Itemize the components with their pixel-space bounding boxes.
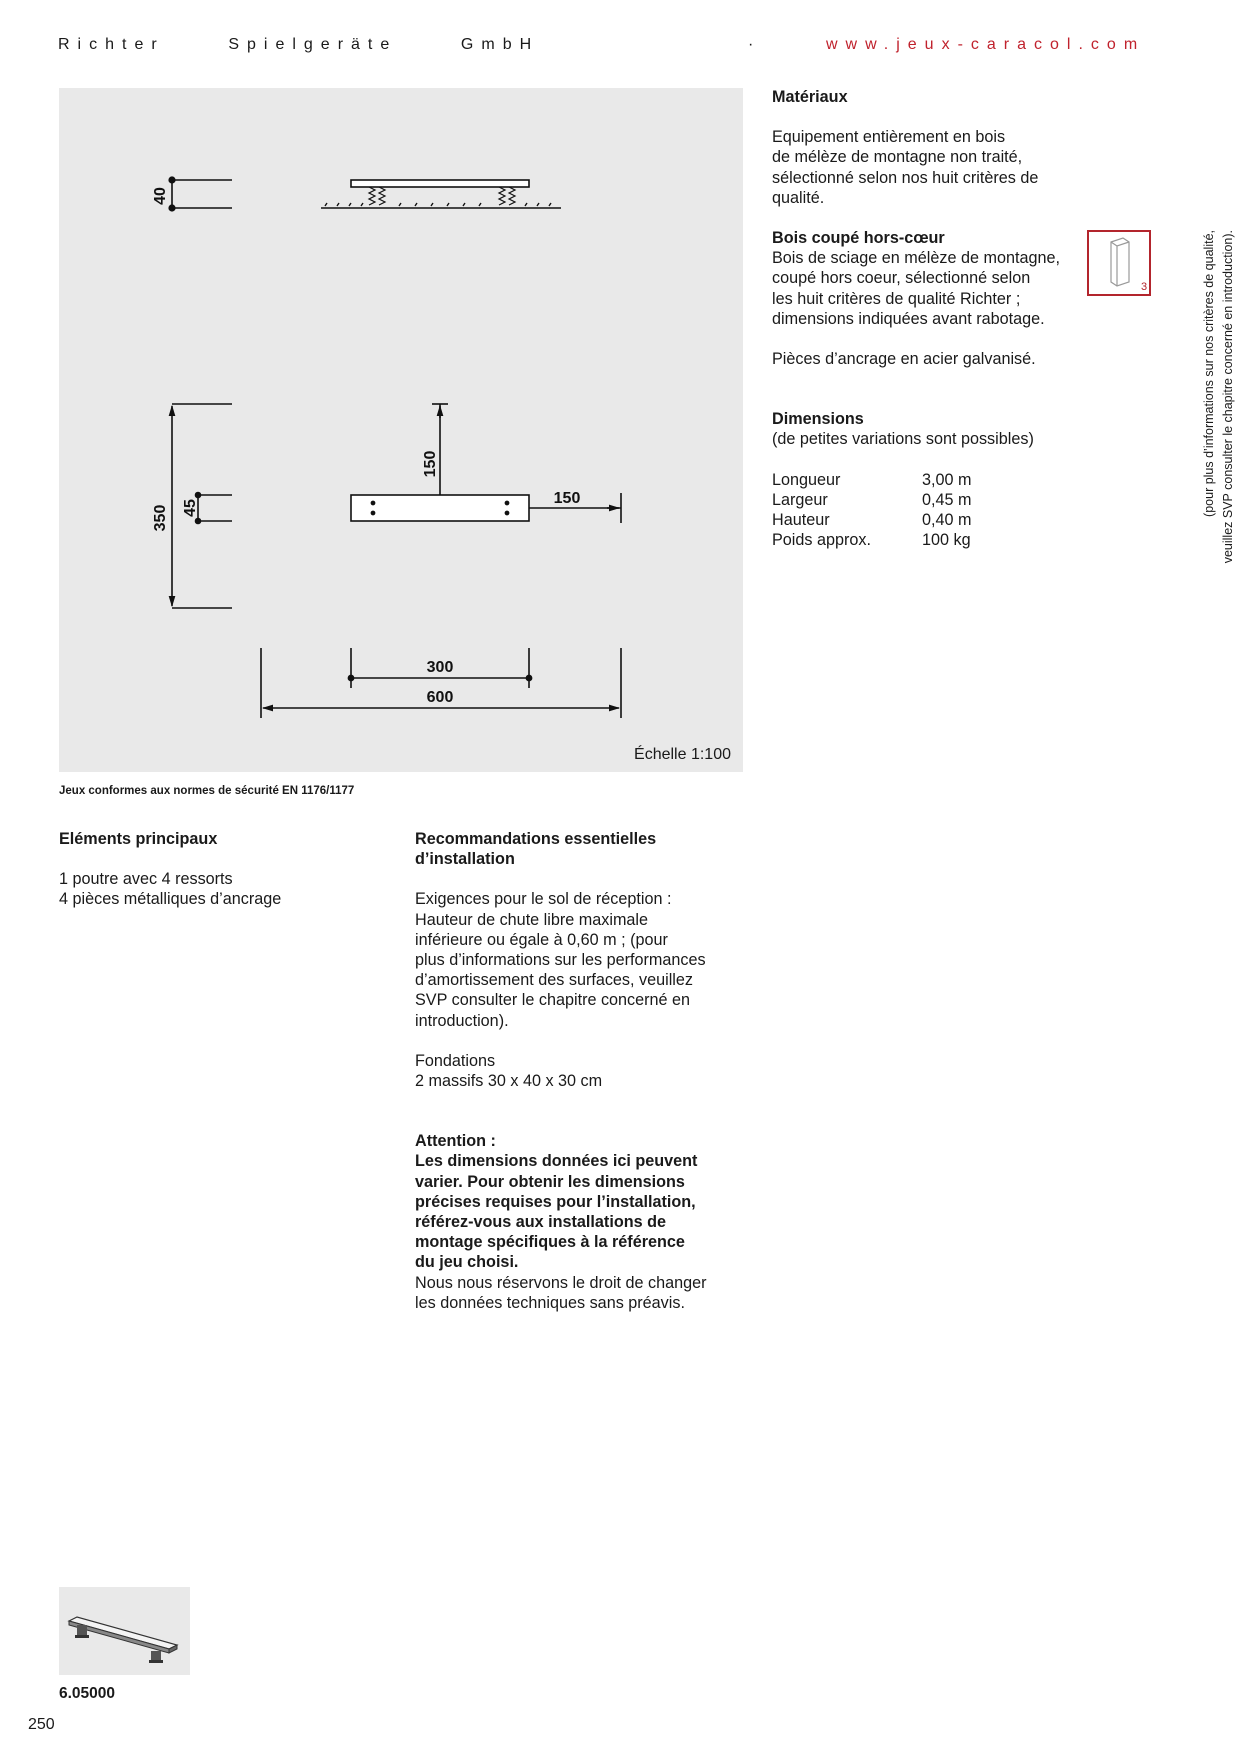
page-number: 250 — [28, 1716, 55, 1733]
dim-300: 300 — [426, 659, 454, 676]
dim-150-horizontal: 150 — [553, 490, 581, 507]
attention-line: montage spécifiques à la référence — [415, 1233, 685, 1252]
table-row — [772, 490, 972, 510]
soil-line: Hauteur de chute libre maximale — [415, 910, 649, 929]
installation-section — [415, 829, 745, 1313]
table-row — [772, 470, 972, 490]
dimensions-title: Dimensions — [772, 410, 864, 429]
side-note-line-1: (pour plus d’informations sur nos critères de qualité, — [1202, 230, 1216, 517]
attention-line: précises requises pour l’installation, — [415, 1192, 696, 1211]
dimension-value: 100 kg — [922, 531, 971, 550]
header-company: Richter Spielgeräte GmbH — [58, 36, 540, 53]
notice-line: les données techniques sans préavis. — [415, 1293, 685, 1312]
side-elevation — [169, 177, 561, 211]
installation-title-2: d’installation — [415, 850, 515, 869]
heartwood-beam-icon — [1087, 230, 1151, 296]
installation-title-1: Recommandations essentielles — [415, 830, 657, 848]
heartwood-line: Bois de sciage en mélèze de montagne, — [772, 249, 1060, 268]
foundation-title: Fondations — [415, 1051, 496, 1070]
main-element-line-1: 1 poutre avec 4 ressorts — [59, 870, 233, 889]
attention-line: du jeu choisi. — [415, 1253, 519, 1272]
materials-title: Matériaux — [772, 88, 848, 106]
table-row — [772, 530, 972, 550]
attention-line: varier. Pour obtenir les dimensions — [415, 1172, 685, 1191]
dimension-value: 3,00 m — [922, 470, 972, 489]
soil-line: Exigences pour le sol de réception : — [415, 890, 672, 909]
attention-title: Attention : — [415, 1132, 496, 1151]
anchors-text: Pièces d’ancrage en acier galvanisé. — [772, 350, 1036, 369]
dimension-label: Largeur — [772, 490, 828, 509]
dim-600: 600 — [426, 689, 454, 706]
dim-40: 40 — [152, 187, 169, 205]
dim-150-vertical: 150 — [422, 450, 439, 478]
foundation-value: 2 massifs 30 x 40 x 30 cm — [415, 1072, 603, 1091]
heartwood-line: coupé hors coeur, sélectionné selon — [772, 269, 1031, 288]
soil-line: d’amortissement des surfaces, veuillez — [415, 971, 694, 990]
dimension-value: 0,40 m — [922, 511, 972, 530]
side-note-line-2: veuillez SVP consulter le chapitre concerné en introduction). — [1221, 230, 1235, 564]
safety-norms: Jeux conformes aux normes de sécurité EN 1176/1177 — [59, 785, 355, 797]
dim-350: 350 — [152, 504, 169, 532]
dimensions-table — [772, 470, 972, 551]
header-separator: · — [748, 36, 762, 53]
plan-view — [172, 404, 621, 718]
dimension-label: Poids approx. — [772, 531, 871, 550]
technical-drawing — [59, 88, 743, 772]
drawing-svg — [59, 88, 743, 772]
balance-beam-image — [59, 1587, 190, 1675]
dimension-value: 0,45 m — [922, 490, 972, 509]
soil-line: SVP consulter le chapitre concerné en — [415, 991, 691, 1010]
materials-line: Equipement entièrement en bois — [772, 128, 1006, 147]
table-row — [772, 510, 972, 530]
soil-line: introduction). — [415, 1011, 509, 1030]
dim-45: 45 — [182, 499, 199, 517]
soil-line: plus d’informations sur les performances — [415, 951, 706, 970]
main-element-line-2: 4 pièces métalliques d’ancrage — [59, 890, 282, 909]
materials-line: de mélèze de montagne non traité, — [772, 148, 1023, 167]
materials-section — [772, 87, 1092, 550]
heartwood-line: dimensions indiquées avant rabotage. — [772, 309, 1045, 328]
dimension-label: Hauteur — [772, 511, 830, 530]
scale-label: Échelle 1:100 — [634, 746, 731, 763]
header-url[interactable]: www.jeux-caracol.com — [826, 36, 1146, 53]
dimension-label: Longueur — [772, 470, 841, 489]
product-thumbnail — [59, 1587, 190, 1675]
materials-line: sélectionné selon nos huit critères de — [772, 168, 1039, 187]
soil-line: inférieure ou égale à 0,60 m ; (pour — [415, 930, 668, 949]
materials-line: qualité. — [772, 188, 825, 207]
attention-line: Les dimensions données ici peuvent — [415, 1152, 698, 1171]
icon-number: 3 — [1141, 281, 1148, 293]
product-number: 6.05000 — [59, 1685, 116, 1702]
heartwood-title: Bois coupé hors-cœur — [772, 229, 945, 248]
heartwood-line: les huit critères de qualité Richter ; — [772, 289, 1021, 308]
main-elements-section — [59, 829, 389, 910]
dimensions-subtitle: (de petites variations sont possibles) — [772, 430, 1034, 449]
attention-line: référez-vous aux installations de — [415, 1213, 666, 1232]
notice-line: Nous nous réservons le droit de changer — [415, 1273, 707, 1292]
main-elements-title: Eléments principaux — [59, 830, 218, 848]
